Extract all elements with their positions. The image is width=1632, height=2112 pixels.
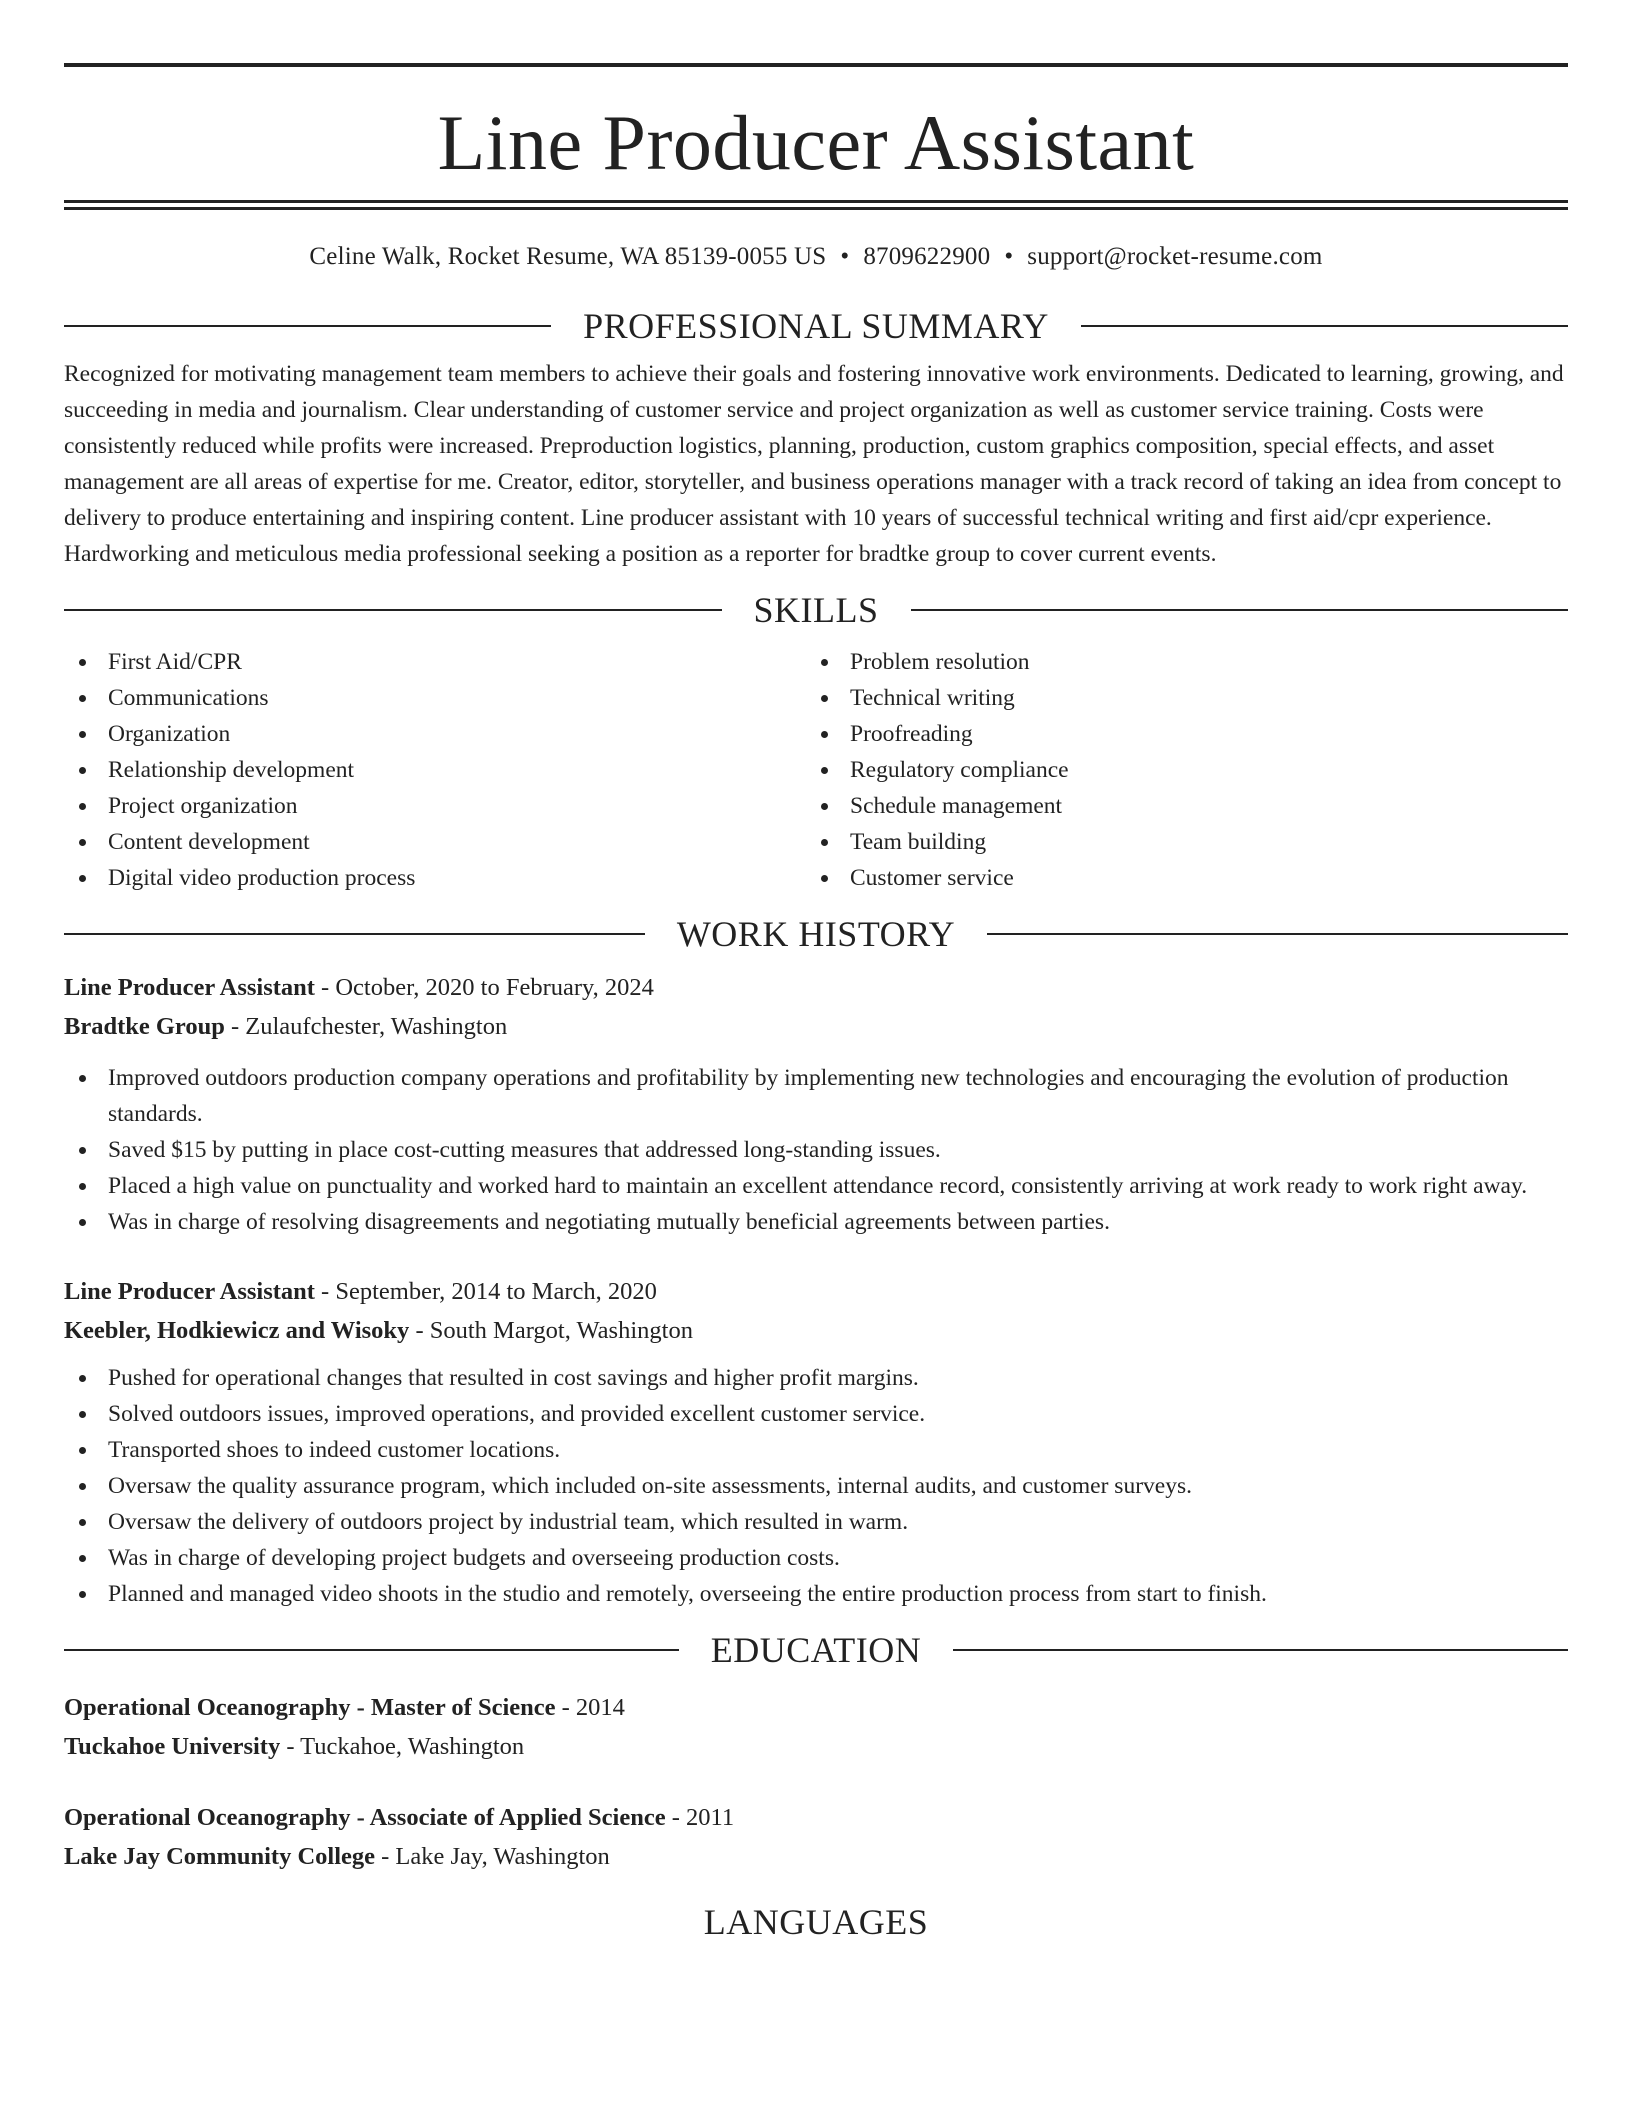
summary-heading: PROFESSIONAL SUMMARY <box>583 306 1049 346</box>
education-degree-line <box>64 1688 1568 1727</box>
job-entry <box>64 968 1568 1240</box>
skills-section-heading <box>64 588 1568 632</box>
education-entry <box>64 1798 1568 1876</box>
heading-rule-left <box>64 933 645 935</box>
education-degree: Operational Oceanography - Associate of Applied Science <box>64 1804 666 1831</box>
job-bullet: Was in charge of developing project budgets and overseeing production costs. <box>64 1540 1568 1576</box>
skills-list-right <box>806 644 1548 896</box>
skill-item: Team building <box>806 824 1548 860</box>
education-entry <box>64 1688 1568 1766</box>
heading-rule-left <box>64 1649 679 1651</box>
education-year: - 2011 <box>665 1804 735 1831</box>
contact-separator: • <box>1004 243 1014 270</box>
skill-item: Technical writing <box>806 680 1548 716</box>
contact-separator: • <box>840 243 850 270</box>
languages-heading: LANGUAGES <box>703 1902 929 1942</box>
skill-item: Schedule management <box>806 788 1548 824</box>
job-bullet: Saved $15 by putting in place cost-cutting measures that addressed long-standing issues. <box>64 1132 1568 1168</box>
education-section-heading <box>64 1628 1568 1672</box>
job-bullet: Pushed for operational changes that resulted in cost savings and higher profit margins. <box>64 1360 1568 1396</box>
education-location: - Lake Jay, Washington <box>375 1843 610 1870</box>
heading-rule-right <box>1081 325 1568 327</box>
skill-item: First Aid/CPR <box>64 644 806 680</box>
skills-columns <box>64 644 1568 896</box>
job-bullet: Oversaw the delivery of outdoors project by industrial team, which resulted in warm. <box>64 1504 1568 1540</box>
job-dates: - September, 2014 to March, 2020 <box>314 1278 657 1305</box>
skill-item: Customer service <box>806 860 1548 896</box>
heading-rule-left <box>64 609 722 611</box>
job-title: Line Producer Assistant <box>64 974 315 1001</box>
skill-item: Proofreading <box>806 716 1548 752</box>
job-bullets <box>64 1360 1568 1612</box>
skill-item: Communications <box>64 680 806 716</box>
languages-section-heading <box>64 1900 1568 1944</box>
contact-email: support@rocket-resume.com <box>1027 243 1323 270</box>
summary-section-heading <box>64 304 1568 348</box>
work-section-heading <box>64 912 1568 956</box>
top-rule <box>64 63 1568 67</box>
job-bullet: Placed a high value on punctuality and worked hard to maintain an excellent attendance record, consistently arriving at work ready to work right away. <box>64 1168 1568 1204</box>
job-company: Keebler, Hodkiewicz and Wisoky <box>64 1317 410 1344</box>
job-bullets <box>64 1060 1568 1240</box>
education-school-line <box>64 1837 1568 1876</box>
resume-title: Line Producer Assistant <box>437 99 1195 186</box>
title-double-rule <box>64 200 1568 210</box>
skill-item: Relationship development <box>64 752 806 788</box>
job-title-line <box>64 1272 1568 1311</box>
job-location: - Zulaufchester, Washington <box>224 1013 508 1040</box>
contact-address: Celine Walk, Rocket Resume, WA 85139-0055 US <box>309 243 827 270</box>
skills-list-left <box>64 644 806 896</box>
contact-line <box>64 242 1568 272</box>
education-school-line <box>64 1727 1568 1766</box>
education-location: - Tuckahoe, Washington <box>280 1733 525 1760</box>
skill-item: Digital video production process <box>64 860 806 896</box>
job-title: Line Producer Assistant <box>64 1278 315 1305</box>
heading-rule-right <box>987 933 1568 935</box>
skill-item: Problem resolution <box>806 644 1548 680</box>
contact-phone: 8709622900 <box>863 243 991 270</box>
skill-item: Project organization <box>64 788 806 824</box>
job-company-line <box>64 1311 1568 1350</box>
job-bullet: Improved outdoors production company operations and profitability by implementing new technologies and encouraging the evolution of production standards. <box>64 1060 1568 1132</box>
job-entry <box>64 1272 1568 1612</box>
heading-rule-right <box>911 609 1569 611</box>
job-bullet: Was in charge of resolving disagreements and negotiating mutually beneficial agreements between parties. <box>64 1204 1568 1240</box>
education-school: Lake Jay Community College <box>64 1843 375 1870</box>
education-heading: EDUCATION <box>710 1630 922 1670</box>
skills-heading: SKILLS <box>753 590 879 630</box>
work-heading: WORK HISTORY <box>676 914 956 954</box>
education-school: Tuckahoe University <box>64 1733 281 1760</box>
job-bullet: Planned and managed video shoots in the studio and remotely, overseeing the entire production process from start to finish. <box>64 1576 1568 1612</box>
skill-item: Content development <box>64 824 806 860</box>
job-company-line <box>64 1007 1568 1046</box>
job-dates: - October, 2020 to February, 2024 <box>314 974 654 1001</box>
education-degree: Operational Oceanography - Master of Science <box>64 1694 556 1721</box>
education-year: - 2014 <box>555 1694 625 1721</box>
skill-item: Regulatory compliance <box>806 752 1548 788</box>
job-location: - South Margot, Washington <box>409 1317 693 1344</box>
job-bullet: Transported shoes to indeed customer locations. <box>64 1432 1568 1468</box>
heading-rule-right <box>953 1649 1568 1651</box>
summary-text: Recognized for motivating management team members to achieve their goals and fostering innovative work environments. Dedicated to learning, growing, and succeeding in media and journalism. Clear understanding of customer service and project organization as well as customer service training. Costs were consistently reduced while profits were increased. Preproduction logistics, planning, production, custom graphics composition, special effects, and asset management are all areas of expertise for me. Creator, editor, storyteller, and business operations manager with a track record of taking an idea from concept to delivery to produce entertaining and inspiring content. Line producer assistant with 10 years of successful technical writing and first aid/cpr experience. Hardworking and meticulous media professional seeking a position as a reporter for bradtke group to cover current events. <box>64 361 1564 567</box>
resume-page <box>64 0 1568 1944</box>
heading-rule-left <box>64 325 551 327</box>
job-title-line <box>64 968 1568 1007</box>
job-bullet: Oversaw the quality assurance program, which included on-site assessments, internal audits, and customer surveys. <box>64 1468 1568 1504</box>
job-bullet: Solved outdoors issues, improved operations, and provided excellent customer service. <box>64 1396 1568 1432</box>
education-degree-line <box>64 1798 1568 1837</box>
skill-item: Organization <box>64 716 806 752</box>
job-company: Bradtke Group <box>64 1013 225 1040</box>
